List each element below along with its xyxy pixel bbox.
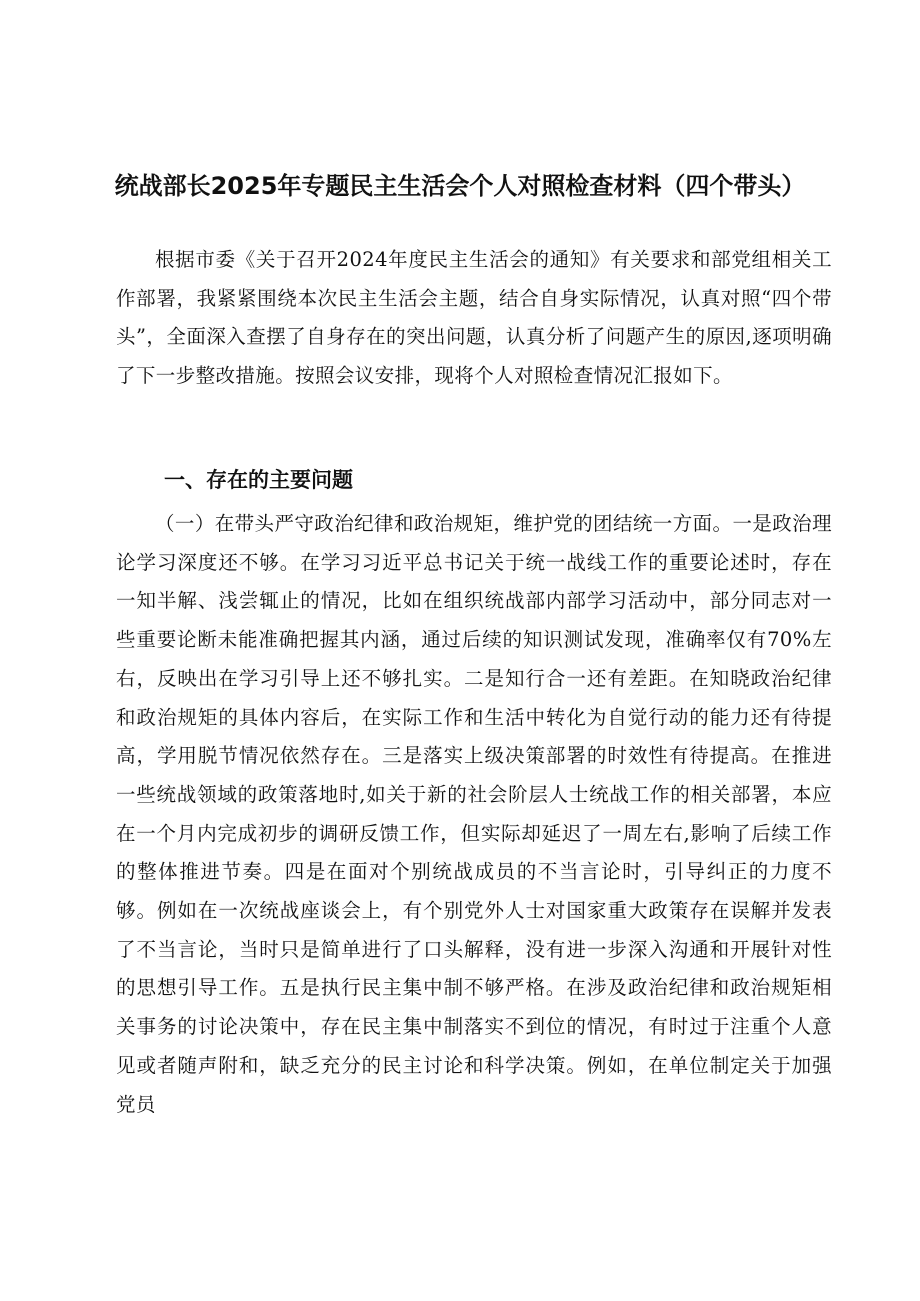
intro-paragraph: 根据市委《关于召开2024年度民主生活会的通知》有关要求和部党组相关工作部署，我紧紧围绕本次民主生活会主题，结合自身实际情况，认真对照“四个带头”，全面深入查摆了自身存在的突出问题，认真分析了问题产生的原因,逐项明确了下一步整改措施。按照会议安排，现将个人对照检查情况汇报如下。 xyxy=(116,248,832,388)
section-heading: 一、存在的主要问题 xyxy=(164,468,353,492)
document-title: 统战部长2025年专题民主生活会个人对照检查材料（四个带头） xyxy=(114,172,806,201)
section-paragraph: （一）在带头严守政治纪律和政治规矩，维护党的团结统一方面。一是政治理论学习深度还不够。在学习习近平总书记关于统一战线工作的重要论述时，存在一知半解、浅尝辄止的情况，比如在组织统战部内部学习活动中，部分同志对一些重要论断未能准确把握其内涵，通过后续的知识测试发现，准确率仅有70%左右，反映出在学习引导上还不够扎实。二是知行合一还有差距。在知晓政治纪律和政治规矩的具体内容后，在实际工作和生活中转化为自觉行动的能力还有待提高，学用脱节情况依然存在。三是落实上级决策部署的时效性有待提高。在推进一些统战领域的政策落地时,如关于新的社会阶层人士统战工作的相关部署，本应在一个月内完成初步的调研反馈工作，但实际却延迟了一周左右,影响了后续工作的整体推进节奏。四是在面对个别统战成员的不当言论时，引导纠正的力度不够。例如在一次统战座谈会上，有个别党外人士对国家重大政策存在误解并发表了不当言论，当时只是简单进行了口头解释，没有进一步深入沟通和开展针对性的思想引导工作。五是执行民主集中制不够严格。在涉及政治纪律和政治规矩相关事务的讨论决策中，存在民主集中制落实不到位的情况，有时过于注重个人意见或者随声附和，缺乏充分的民主讨论和科学决策。例如，在单位制定关于加强党员 xyxy=(116,512,832,1116)
